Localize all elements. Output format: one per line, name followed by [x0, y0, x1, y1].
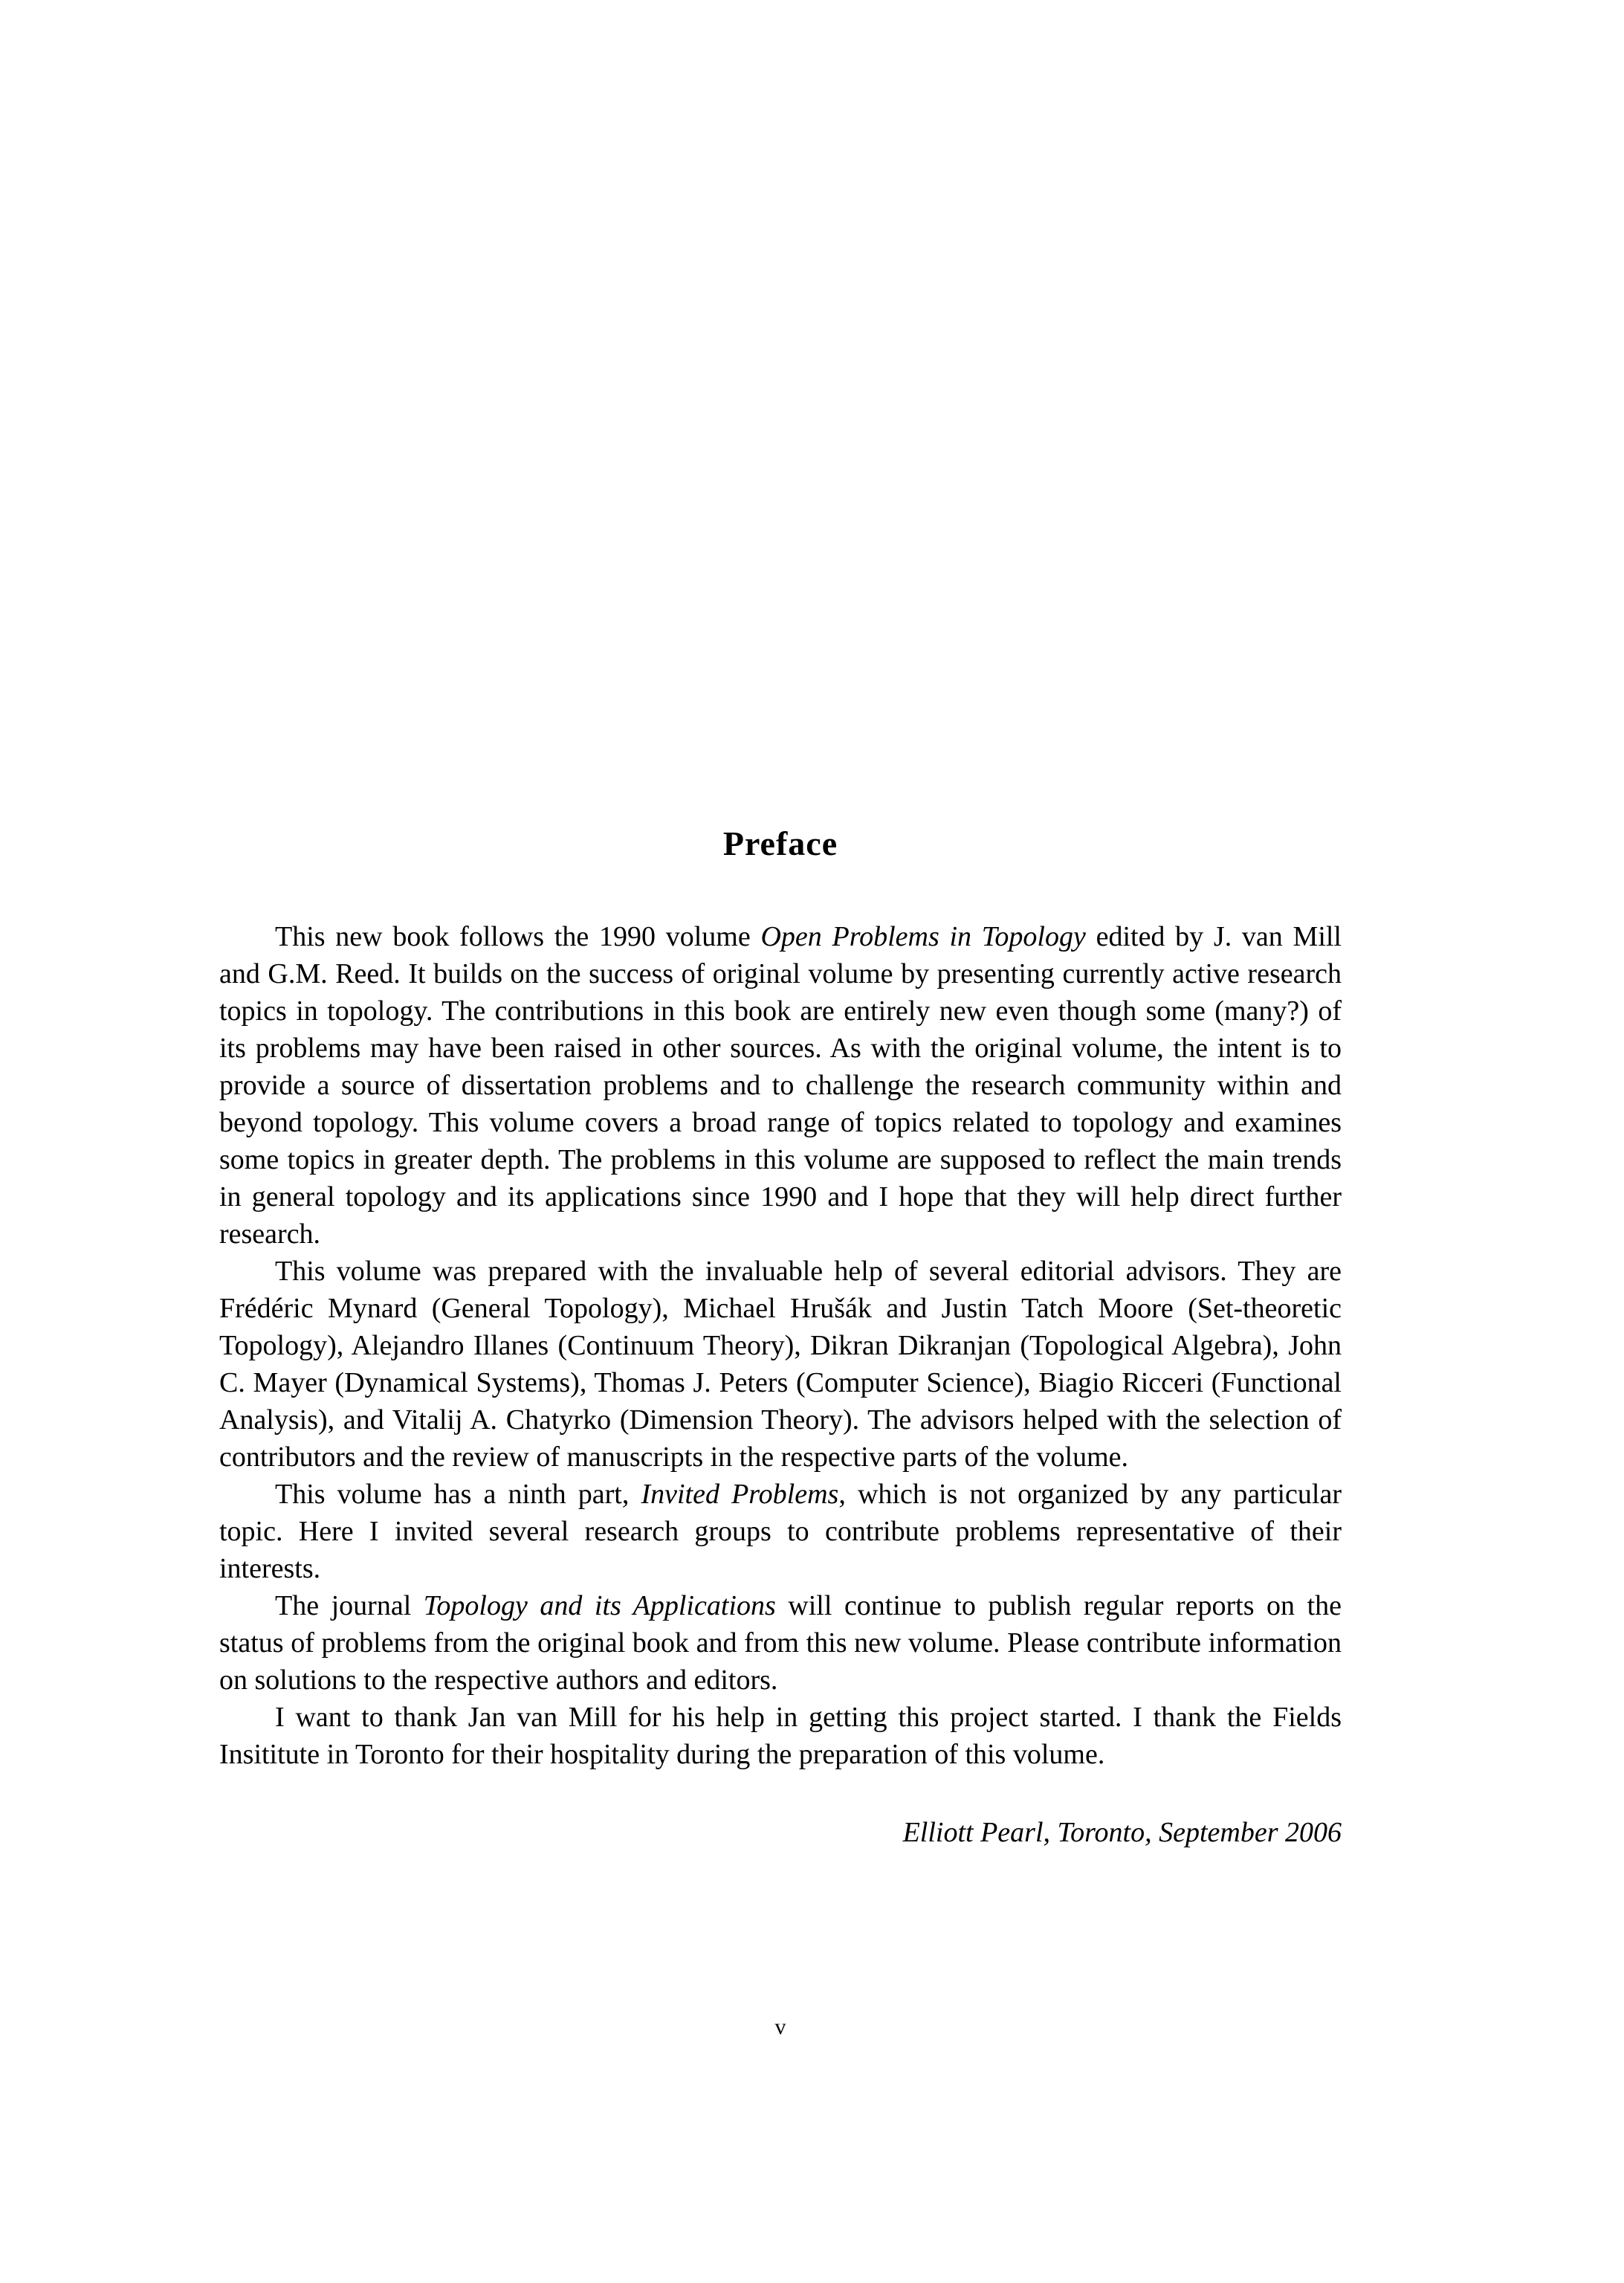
paragraph: [219, 1587, 1342, 1699]
italic-text-run: Open Problems in Topology: [760, 921, 1086, 952]
signature-line: Elliott Pearl, Toronto, September 2006: [902, 1817, 1342, 1848]
preface-body: [219, 918, 1342, 1773]
text-run: This volume was prepared with the invaluable help of several editorial advisors. They are Frédéric Mynard (General Topology), Michael Hrušák and Justin Tatch Moore (Set-theoretic Topology), Alejandro Illanes (Continuum Theory), Dikran Dikranjan (Topological Algebra), John C. Mayer (Dynamical Systems), Thomas J. Peters (Computer Science), Biagio Ricceri (Functional Analysis), and Vitalij A. Chatyrko (Dimension Theory). The advisors helped with the selection of contributors and the review of manuscripts in the respective parts of the volume.: [219, 1256, 1342, 1473]
text-run: will continue to publish regular reports on the status of problems from the original book and from this new volume. Please contribute information on solutions to the respective authors and editors.: [219, 1590, 1342, 1696]
text-run: edited by J. van Mill and G.M. Reed. It builds on the success of original volume by presenting currently active research topics in topology. The contributions in this book are entirely new even though some (many?) of its problems may have been raised in other sources. As with the original volume, the intent is to provide a source of dissertation problems and to challenge the research community within and beyond topology. This volume covers a broad range of topics related to topology and examines some topics in greater depth. The problems in this volume are supposed to reflect the main trends in general topology and its applications since 1990 and I hope that they will help direct further research.: [219, 921, 1342, 1250]
italic-text-run: Topology and its Applications: [423, 1590, 776, 1621]
page-number: v: [774, 2015, 786, 2039]
paragraph: [219, 1699, 1342, 1773]
preface-content: [219, 821, 1342, 1851]
paragraph: [219, 918, 1342, 1253]
paragraph: [219, 1476, 1342, 1587]
text-run: This new book follows the 1990 volume: [275, 921, 761, 952]
page-title: Preface: [722, 824, 838, 862]
text-run: , which is not organized by any particular topic. Here I invited several research groups to contribute problems representative of their interests.: [219, 1479, 1342, 1584]
text-run: This volume has a ninth part,: [275, 1479, 641, 1510]
text-run: I want to thank Jan van Mill for his help in getting this project started. I thank the Fields Insititute in Toronto for their hospitality during the preparation of this volume.: [219, 1702, 1342, 1770]
paragraph: [219, 1253, 1342, 1476]
italic-text-run: Invited Problems: [641, 1479, 839, 1510]
text-run: The journal: [275, 1590, 424, 1621]
